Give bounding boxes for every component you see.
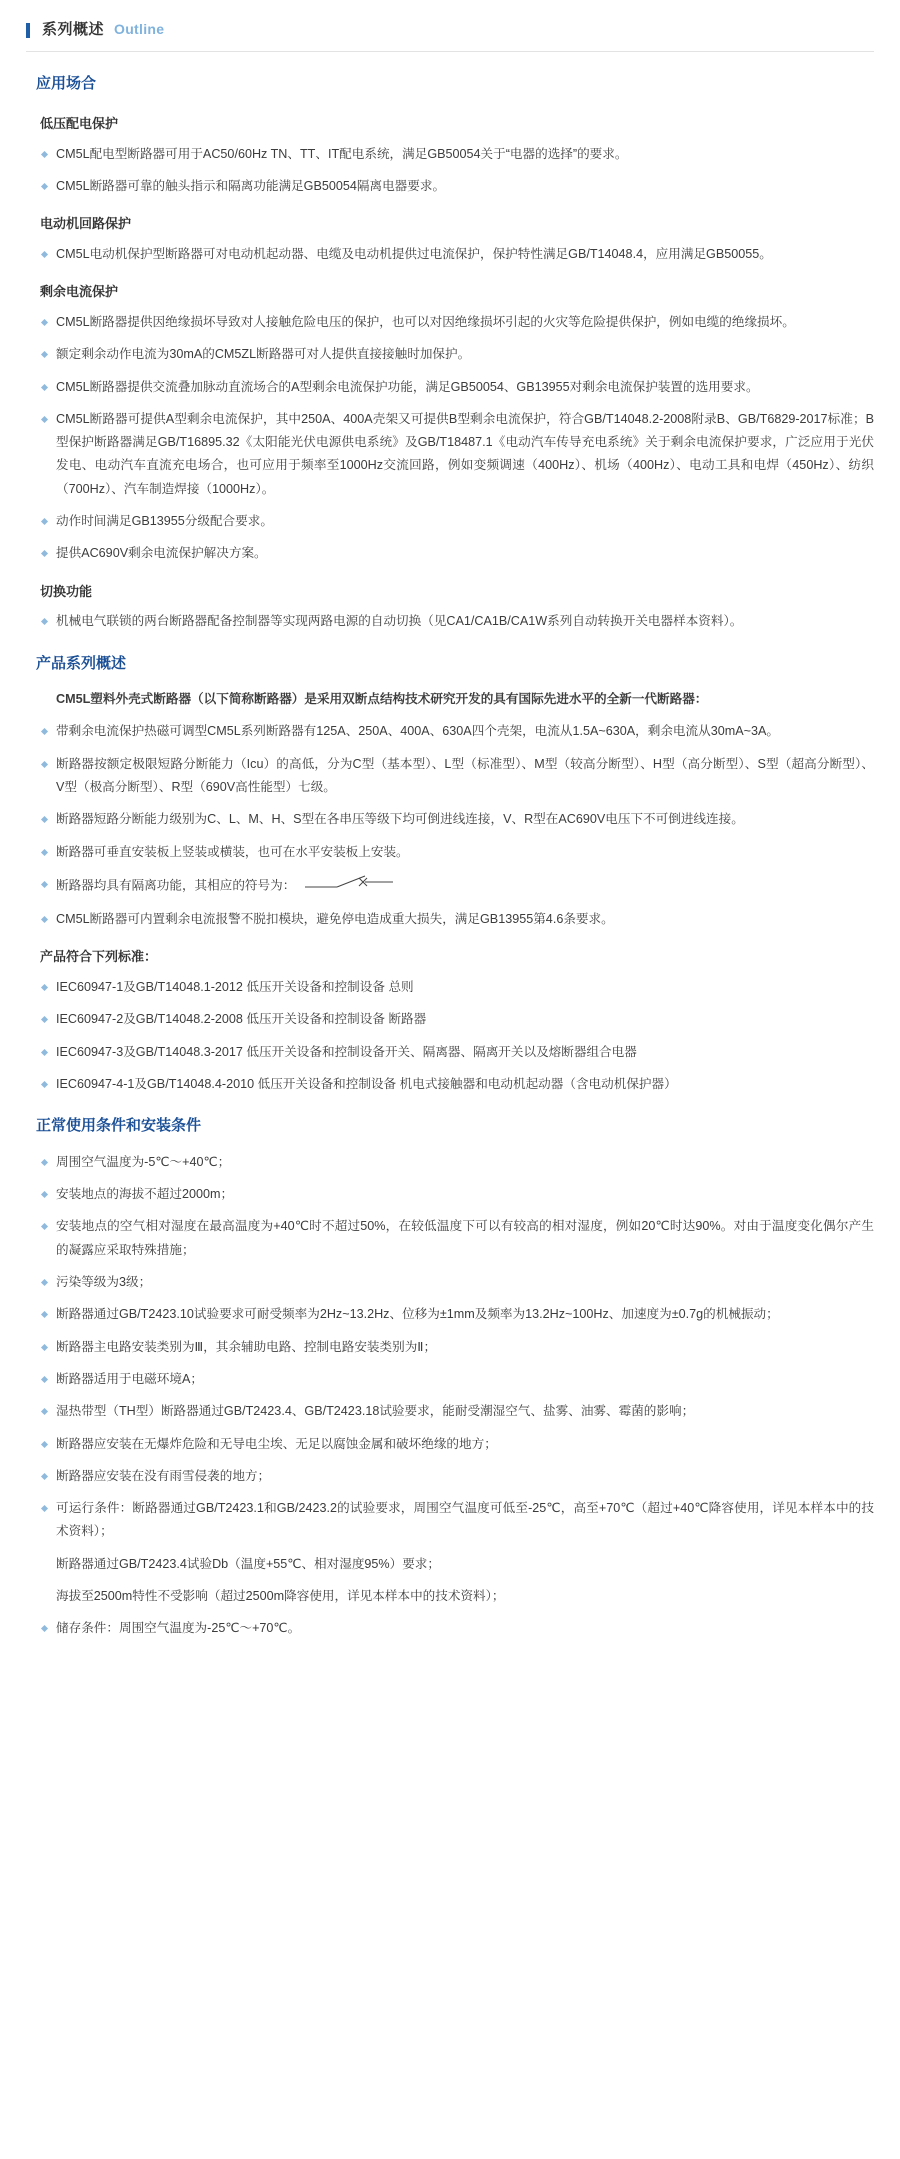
list-item: 湿热带型（TH型）断路器通过GB/T2423.4、GB/T2423.18试验要求，能耐受潮湿空气、盐雾、油雾、霉菌的影响； <box>40 1400 874 1423</box>
list-item: 储存条件：周围空气温度为-25℃～+70℃。 <box>40 1617 874 1640</box>
isolation-symbol-icon <box>303 873 395 899</box>
list-item: CM5L断路器提供因绝缘损坏导致对人接触危险电压的保护，也可以对因绝缘损坏引起的火灾等危险提供保护，例如电缆的绝缘损坏。 <box>40 311 874 334</box>
list-item: IEC60947-4-1及GB/T14048.4-2010 低压开关设备和控制设备 机电式接触器和电动机起动器（含电动机保护器） <box>40 1073 874 1096</box>
list-item: 周围空气温度为-5℃～+40℃； <box>40 1151 874 1174</box>
subtitle-lv-distribution: 低压配电保护 <box>40 116 119 131</box>
list-item: IEC60947-3及GB/T14048.3-2017 低压开关设备和控制设备开关、隔离器、隔离开关以及熔断器组合电器 <box>40 1041 874 1064</box>
isolation-text: 断路器均具有隔离功能，其相应的符号为： <box>56 878 296 893</box>
list-item: 断路器应安装在没有雨雪侵袭的地方； <box>40 1465 874 1488</box>
series-title-en: Outline <box>114 21 165 37</box>
list-item: IEC60947-1及GB/T14048.1-2012 低压开关设备和控制设备 总则 <box>40 976 874 999</box>
list-switching <box>40 610 874 633</box>
list-item: 额定剩余动作电流为30mA的CM5ZL断路器可对人提供直接接触时加保护。 <box>40 343 874 366</box>
list-item: 断路器应安装在无爆炸危险和无导电尘埃、无足以腐蚀金属和破坏绝缘的地方； <box>40 1433 874 1456</box>
list-standards <box>40 976 874 1096</box>
subtitle-standards: 产品符合下列标准： <box>40 949 158 965</box>
accent-bar-icon <box>26 23 30 38</box>
list-series-overview <box>40 688 874 931</box>
series-title-cn: 系列概述 <box>42 21 105 38</box>
list-item: CM5L电动机保护型断路器可对电动机起动器、电缆及电动机提供过电流保护，保护特性满足GB/T14048.4，应用满足GB50055。 <box>40 243 874 266</box>
list-item: CM5L断路器可靠的触头指示和隔离功能满足GB50054隔离电器要求。 <box>40 175 874 198</box>
list-item: 安装地点的海拔不超过2000m； <box>40 1183 874 1206</box>
series-header <box>26 14 874 52</box>
list-item: 带剩余电流保护热磁可调型CM5L系列断路器有125A、250A、400A、630A四个壳架，电流从1.5A~630A，剩余电流从30mA~3A。 <box>40 720 874 743</box>
list-item-isolation <box>40 873 874 899</box>
list-item: 可运行条件：断路器通过GB/T2423.1和GB/2423.2的试验要求，周围空气温度可低至-25℃，高至+70℃（超过+40℃降容使用，详见本样本中的技术资料）； <box>40 1497 874 1544</box>
list-item: 断路器通过GB/T2423.10试验要求可耐受频率为2Hz~13.2Hz、位移为±1mm及频率为13.2Hz~100Hz、加速度为±0.7g的机械振动； <box>40 1303 874 1326</box>
list-item: 断路器按额定极限短路分断能力（Icu）的高低，分为C型（基本型）、L型（标准型）、M型（较高分断型）、H型（高分断型）、S型（超高分断型）、V型（极高分断型）、R型（690V高性能型）七级。 <box>40 753 874 800</box>
list-item: 机械电气联锁的两台断路器配备控制器等实现两路电源的自动切换（见CA1/CA1B/CA1W系列自动转换开关电器样本资料）。 <box>40 610 874 633</box>
list-item-lead: CM5L塑料外壳式断路器（以下简称断路器）是采用双断点结构技术研究开发的具有国际先进水平的全新一代断路器： <box>56 692 708 707</box>
subtitle-residual-current: 剩余电流保护 <box>40 284 119 300</box>
list-item: 断路器短路分断能力级别为C、L、M、H、S型在各串压等级下均可倒进线连接，V、R型在AC690V电压下不可倒进线连接。 <box>40 808 874 831</box>
list-lv-distribution <box>40 143 874 199</box>
list-item: CM5L断路器可内置剩余电流报警不脱扣模块，避免停电造成重大损失，满足GB13955第4.6条要求。 <box>40 908 874 931</box>
section-title-series-overview: 产品系列概述 <box>36 654 127 672</box>
list-residual-current <box>40 311 874 566</box>
list-item: 污染等级为3级； <box>40 1271 874 1294</box>
list-item: 断路器可垂直安装板上竖装或横装，也可在水平安装板上安装。 <box>40 841 874 864</box>
list-item: 断路器适用于电磁环境A； <box>40 1368 874 1391</box>
list-item: 断路器主电路安装类别为Ⅲ，其余辅助电路、控制电路安装类别为Ⅱ； <box>40 1336 874 1359</box>
list-item: CM5L配电型断路器可用于AC50/60Hz TN、TT、IT配电系统，满足GB50054关于“电器的选择”的要求。 <box>40 143 874 166</box>
list-motor-circuit <box>40 243 874 266</box>
list-conditions <box>40 1151 874 1641</box>
list-item: 提供AC690V剩余电流保护解决方案。 <box>40 542 874 565</box>
list-item: 断路器通过GB/T2423.4试验Db（温度+55℃、相对湿度95%）要求； <box>56 1556 440 1571</box>
subtitle-motor-circuit: 电动机回路保护 <box>40 216 132 232</box>
section-title-application: 应用场合 <box>36 74 97 92</box>
list-item: 动作时间满足GB13955分级配合要求。 <box>40 510 874 533</box>
list-item: CM5L断路器可提供A型剩余电流保护，其中250A、400A壳架又可提供B型剩余电流保护，符合GB/T14048.2-2008附录B、GB/T6829-2017标准；B型保护断路器满足GB/T16895.32《太阳能光伏电源供电系统》及GB/T18487.1《电动汽车传导充电系统》关于剩余电流保护要求，广泛应用于光伏发电、电动汽车直流充电场合，也可应用于频率至1000Hz交流回路，例如变频调速（400Hz）、机场（400Hz）、电动工具和电焊（450Hz）、纺织（700Hz）、汽车制造焊接（1000Hz）。 <box>40 408 874 501</box>
section-title-conditions: 正常使用条件和安装条件 <box>36 1117 202 1135</box>
subtitle-switching: 切换功能 <box>40 583 93 599</box>
list-item: 安装地点的空气相对湿度在最高温度为+40℃时不超过50%，在较低温度下可以有较高的相对湿度，例如20℃时达90%。对由于温度变化偶尔产生的凝露应采取特殊措施； <box>40 1215 874 1262</box>
list-item: IEC60947-2及GB/T14048.2-2008 低压开关设备和控制设备 断路器 <box>40 1008 874 1031</box>
list-item: CM5L断路器提供交流叠加脉动直流场合的A型剩余电流保护功能，满足GB50054、GB13955对剩余电流保护装置的选用要求。 <box>40 376 874 399</box>
list-item: 海拔至2500m特性不受影响（超过2500m降容使用，详见本样本中的技术资料）； <box>56 1589 505 1604</box>
